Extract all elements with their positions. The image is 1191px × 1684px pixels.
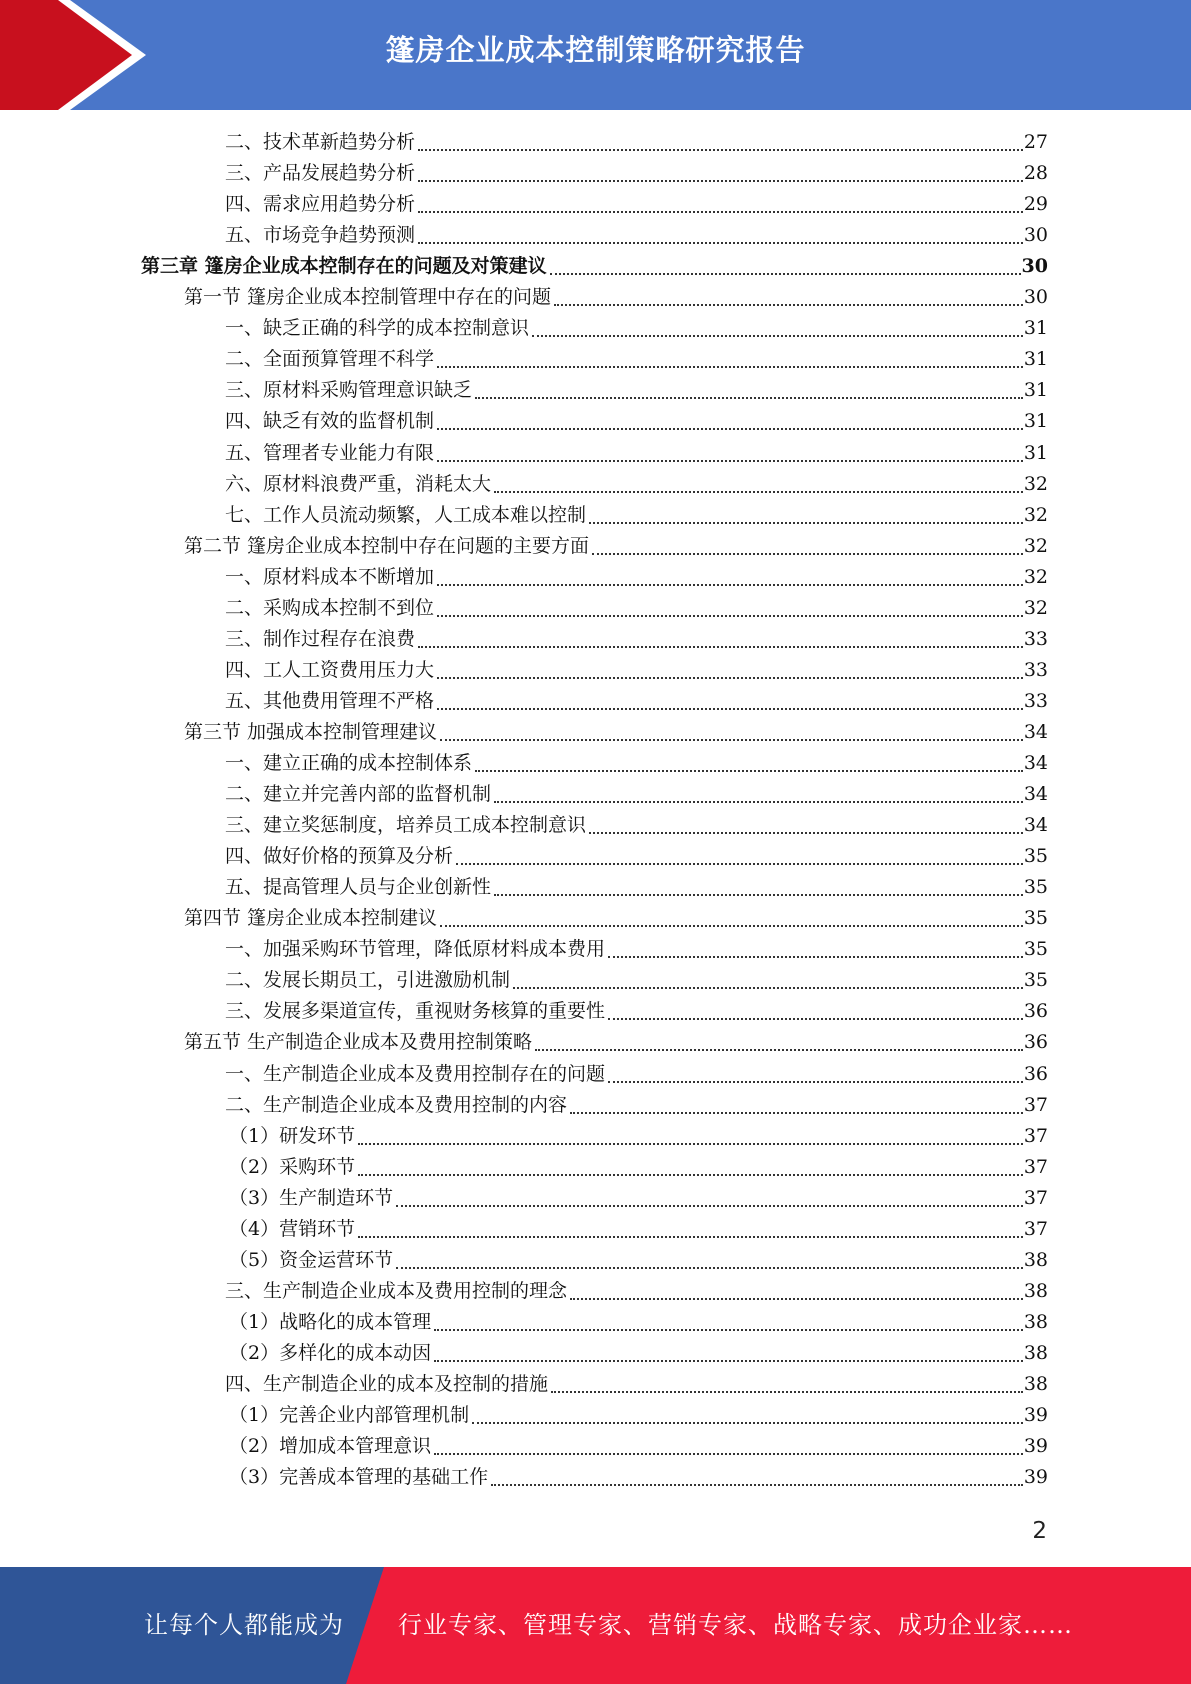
toc-subsection-entry[interactable] bbox=[225, 965, 1048, 996]
toc-entry-page: 35 bbox=[1023, 938, 1048, 961]
toc-dot-leader bbox=[437, 597, 1023, 617]
toc-dot-leader bbox=[592, 535, 1023, 555]
toc-entry-title: （3）完善成本管理的基础工作 bbox=[229, 1466, 489, 1489]
toc-entry-title: 七、工作人员流动频繁，人工成本难以控制 bbox=[225, 503, 587, 526]
toc-dot-leader bbox=[434, 1342, 1023, 1362]
toc-entry-page: 31 bbox=[1023, 348, 1048, 371]
toc-dot-leader bbox=[437, 566, 1023, 586]
toc-dot-leader bbox=[494, 876, 1023, 896]
toc-dot-leader bbox=[491, 1466, 1023, 1486]
toc-dot-leader bbox=[437, 690, 1023, 710]
toc-entry-page: 32 bbox=[1023, 565, 1048, 588]
toc-subsection-entry[interactable] bbox=[225, 127, 1048, 158]
toc-dot-leader bbox=[472, 1404, 1023, 1424]
toc-entry-title: 第三节 加强成本控制管理建议 bbox=[184, 720, 438, 743]
toc-entry-title: （2）多样化的成本动因 bbox=[229, 1341, 432, 1364]
toc-entry-title: 一、原材料成本不断增加 bbox=[225, 565, 435, 588]
toc-entry-page: 30 bbox=[1021, 255, 1048, 278]
toc-entry-page: 35 bbox=[1023, 845, 1048, 868]
toc-subsection-entry[interactable] bbox=[229, 1400, 1048, 1431]
footer-slogan-right: 行业专家、管理专家、营销专家、战略专家、成功企业家…… bbox=[398, 1611, 1073, 1639]
toc-entry-page: 32 bbox=[1023, 534, 1048, 557]
toc-entry-page: 38 bbox=[1023, 1279, 1048, 1302]
toc-dot-leader bbox=[494, 473, 1023, 493]
toc-entry-title: 六、原材料浪费严重，消耗太大 bbox=[225, 472, 492, 495]
toc-subsection-entry[interactable] bbox=[229, 1338, 1048, 1369]
toc-dot-leader bbox=[418, 193, 1023, 213]
toc-section-entry[interactable] bbox=[184, 717, 1048, 748]
toc-entry-page: 31 bbox=[1023, 410, 1048, 433]
toc-entry-title: 五、市场竞争趋势预测 bbox=[225, 224, 416, 247]
toc-entry-title: 三、发展多渠道宣传，重视财务核算的重要性 bbox=[225, 1000, 606, 1023]
toc-entry-title: 第三章 篷房企业成本控制存在的问题及对策建议 bbox=[141, 255, 547, 278]
toc-entry-page: 35 bbox=[1023, 876, 1048, 899]
toc-entry-page: 31 bbox=[1023, 317, 1048, 340]
toc-entry-title: （2）增加成本管理意识 bbox=[229, 1435, 432, 1458]
toc-dot-leader bbox=[418, 224, 1023, 244]
toc-entry-title: 五、提高管理人员与企业创新性 bbox=[225, 876, 492, 899]
toc-dot-leader bbox=[418, 162, 1023, 182]
toc-entry-page: 38 bbox=[1023, 1248, 1048, 1271]
toc-entry-page: 33 bbox=[1023, 658, 1048, 681]
toc-entry-page: 28 bbox=[1023, 162, 1048, 185]
toc-entry-title: 二、生产制造企业成本及费用控制的内容 bbox=[225, 1093, 568, 1116]
footer-slogan-left: 让每个人都能成为 bbox=[144, 1611, 344, 1639]
toc-dot-leader bbox=[418, 628, 1023, 648]
toc-chapter-entry[interactable] bbox=[141, 251, 1048, 282]
toc-entry-title: 五、管理者专业能力有限 bbox=[225, 441, 435, 464]
toc-entry-page: 36 bbox=[1023, 1000, 1048, 1023]
toc-subsection-entry[interactable] bbox=[225, 500, 1048, 531]
toc-dot-leader bbox=[589, 814, 1023, 834]
toc-entry-title: 三、产品发展趋势分析 bbox=[225, 162, 416, 185]
toc-subsection-entry[interactable] bbox=[225, 686, 1048, 717]
toc-subsection-entry[interactable] bbox=[225, 1369, 1048, 1400]
toc-entry-page: 37 bbox=[1023, 1124, 1048, 1147]
toc-dot-leader bbox=[437, 348, 1023, 368]
toc-entry-title: 一、生产制造企业成本及费用控制存在的问题 bbox=[225, 1062, 606, 1085]
toc-dot-leader bbox=[437, 410, 1023, 430]
toc-entry-page: 37 bbox=[1023, 1155, 1048, 1178]
toc-entry-title: （3）生产制造环节 bbox=[229, 1186, 394, 1209]
toc-entry-page: 34 bbox=[1023, 720, 1048, 743]
toc-entry-page: 29 bbox=[1023, 193, 1048, 216]
toc-entry-title: 二、采购成本控制不到位 bbox=[225, 596, 435, 619]
toc-subsection-entry[interactable] bbox=[229, 1183, 1048, 1214]
toc-dot-leader bbox=[358, 1218, 1023, 1238]
toc-entry-page: 30 bbox=[1023, 224, 1048, 247]
toc-subsection-entry[interactable] bbox=[225, 375, 1048, 406]
toc-entry-title: 四、工人工资费用压力大 bbox=[225, 658, 435, 681]
toc-entry-page: 32 bbox=[1023, 503, 1048, 526]
toc-subsection-entry[interactable] bbox=[225, 189, 1048, 220]
toc-entry-title: （1）完善企业内部管理机制 bbox=[229, 1404, 470, 1427]
toc-subsection-entry[interactable] bbox=[225, 655, 1048, 686]
toc-dot-leader bbox=[570, 1094, 1023, 1114]
toc-dot-leader bbox=[358, 1125, 1023, 1145]
toc-subsection-entry[interactable] bbox=[225, 158, 1048, 189]
toc-entry-page: 34 bbox=[1023, 752, 1048, 774]
toc-dot-leader bbox=[475, 379, 1023, 399]
toc-entry-page: 32 bbox=[1023, 472, 1048, 495]
toc-entry-page: 39 bbox=[1023, 1435, 1048, 1458]
toc-subsection-entry[interactable] bbox=[229, 1121, 1048, 1152]
toc-subsection-entry[interactable] bbox=[225, 841, 1048, 872]
toc-dot-leader bbox=[456, 845, 1023, 865]
toc-subsection-entry[interactable] bbox=[225, 406, 1048, 437]
toc-entry-title: 二、技术革新趋势分析 bbox=[225, 131, 416, 153]
toc-entry-title: 四、需求应用趋势分析 bbox=[225, 193, 416, 216]
toc-entry-title: 四、做好价格的预算及分析 bbox=[225, 845, 454, 868]
toc-entry-title: 第五节 生产制造企业成本及费用控制策略 bbox=[184, 1031, 533, 1054]
toc-entry-page: 31 bbox=[1023, 441, 1048, 464]
toc-entry-page: 33 bbox=[1023, 689, 1048, 712]
header-band bbox=[0, 0, 1191, 110]
toc-dot-leader bbox=[396, 1187, 1023, 1207]
toc-entry-title: 三、原材料采购管理意识缺乏 bbox=[225, 379, 473, 402]
toc-subsection-entry[interactable] bbox=[225, 1090, 1048, 1121]
toc-subsection-entry[interactable] bbox=[229, 1245, 1048, 1276]
footer-band bbox=[0, 1567, 1191, 1684]
toc-dot-leader bbox=[434, 1311, 1023, 1331]
toc-entry-title: 第四节 篷房企业成本控制建议 bbox=[184, 907, 438, 930]
page-number: 2 bbox=[1032, 1518, 1047, 1544]
toc-dot-leader bbox=[437, 442, 1023, 462]
toc-dot-leader bbox=[570, 1280, 1023, 1300]
toc-subsection-entry[interactable] bbox=[225, 624, 1048, 655]
toc-dot-leader bbox=[589, 504, 1023, 524]
toc-subsection-entry[interactable] bbox=[225, 313, 1048, 344]
toc-entry-page: 32 bbox=[1023, 596, 1048, 619]
toc-section-entry[interactable] bbox=[184, 1027, 1048, 1058]
toc-entry-page: 34 bbox=[1023, 814, 1048, 837]
toc-entry-title: （4）营销环节 bbox=[229, 1217, 356, 1240]
toc-section-entry[interactable] bbox=[184, 903, 1048, 934]
toc-subsection-entry[interactable] bbox=[225, 996, 1048, 1027]
toc-dot-leader bbox=[550, 255, 1021, 275]
toc-entry-title: 三、制作过程存在浪费 bbox=[225, 627, 416, 650]
toc-dot-leader bbox=[434, 1435, 1023, 1455]
toc-entry-title: 第一节 篷房企业成本控制管理中存在的问题 bbox=[184, 286, 552, 309]
toc-subsection-entry[interactable] bbox=[225, 934, 1048, 965]
toc-entry-title: 四、生产制造企业的成本及控制的措施 bbox=[225, 1373, 549, 1395]
toc-dot-leader bbox=[358, 1156, 1023, 1176]
toc-entry-page: 37 bbox=[1023, 1217, 1048, 1240]
toc-section-entry[interactable] bbox=[184, 282, 1048, 313]
document-title: 篷房企业成本控制策略研究报告 bbox=[385, 33, 806, 67]
toc-dot-leader bbox=[437, 659, 1023, 679]
toc-entry-page: 37 bbox=[1023, 1186, 1048, 1209]
toc-entry-title: （2）采购环节 bbox=[229, 1155, 356, 1178]
toc-dot-leader bbox=[513, 969, 1023, 989]
toc-subsection-entry[interactable] bbox=[229, 1307, 1048, 1338]
toc-entry-page: 34 bbox=[1023, 783, 1048, 806]
toc-entry-page: 38 bbox=[1023, 1310, 1048, 1333]
toc-dot-leader bbox=[418, 131, 1023, 151]
toc-subsection-entry[interactable] bbox=[229, 1431, 1048, 1462]
toc-entry-page: 38 bbox=[1023, 1373, 1048, 1395]
toc-subsection-entry[interactable] bbox=[225, 872, 1048, 903]
toc-subsection-entry[interactable] bbox=[225, 1059, 1048, 1090]
toc-dot-leader bbox=[608, 1063, 1023, 1083]
toc-subsection-entry[interactable] bbox=[225, 344, 1048, 375]
toc-entry-page: 39 bbox=[1023, 1466, 1048, 1489]
toc-entry-title: 一、缺乏正确的科学的成本控制意识 bbox=[225, 317, 530, 340]
toc-entry-title: 一、加强采购环节管理，降低原材料成本费用 bbox=[225, 938, 606, 961]
toc-entry-title: 一、建立正确的成本控制体系 bbox=[225, 752, 473, 774]
toc-subsection-entry[interactable] bbox=[225, 1276, 1048, 1307]
toc-dot-leader bbox=[440, 907, 1023, 927]
toc-entry-page: 31 bbox=[1023, 379, 1048, 402]
toc-entry-title: 四、缺乏有效的监督机制 bbox=[225, 410, 435, 433]
toc-entry-title: 二、建立并完善内部的监督机制 bbox=[225, 783, 492, 806]
toc-subsection-entry[interactable] bbox=[225, 220, 1048, 251]
toc-subsection-entry[interactable] bbox=[229, 1214, 1048, 1245]
toc-subsection-entry[interactable] bbox=[225, 810, 1048, 841]
toc-subsection-entry[interactable] bbox=[225, 438, 1048, 469]
toc-entry-title: 三、建立奖惩制度，培养员工成本控制意识 bbox=[225, 814, 587, 837]
toc-dot-leader bbox=[494, 783, 1023, 803]
toc-entry-page: 27 bbox=[1023, 131, 1048, 153]
toc-subsection-entry[interactable] bbox=[225, 779, 1048, 810]
toc-entry-title: （1）战略化的成本管理 bbox=[229, 1310, 432, 1333]
toc-entry-title: 第二节 篷房企业成本控制中存在问题的主要方面 bbox=[184, 534, 590, 557]
toc-dot-leader bbox=[554, 286, 1023, 306]
toc-entry-page: 37 bbox=[1023, 1093, 1048, 1116]
toc-dot-leader bbox=[396, 1249, 1023, 1269]
toc-subsection-entry[interactable] bbox=[225, 593, 1048, 624]
toc-section-entry[interactable] bbox=[184, 531, 1048, 562]
toc-entry-page: 33 bbox=[1023, 627, 1048, 650]
toc-entry-title: 五、其他费用管理不严格 bbox=[225, 689, 435, 712]
toc-entry-title: 三、生产制造企业成本及费用控制的理念 bbox=[225, 1279, 568, 1302]
toc-entry-page: 38 bbox=[1023, 1341, 1048, 1364]
toc-dot-leader bbox=[532, 317, 1023, 337]
toc-entry-title: （1）研发环节 bbox=[229, 1124, 356, 1147]
toc-dot-leader bbox=[551, 1373, 1023, 1393]
toc-entry-page: 36 bbox=[1023, 1062, 1048, 1085]
toc-entry-title: （5）资金运营环节 bbox=[229, 1248, 394, 1271]
toc-entry-page: 36 bbox=[1023, 1031, 1048, 1054]
toc-subsection-entry[interactable] bbox=[229, 1462, 1048, 1493]
toc-entry-title: 二、发展长期员工，引进激励机制 bbox=[225, 969, 511, 992]
toc-entry-title: 二、全面预算管理不科学 bbox=[225, 348, 435, 371]
toc-entry-page: 30 bbox=[1023, 286, 1048, 309]
toc-dot-leader bbox=[608, 938, 1023, 958]
toc-subsection-entry[interactable] bbox=[225, 469, 1048, 500]
toc-entry-page: 39 bbox=[1023, 1404, 1048, 1427]
toc-dot-leader bbox=[475, 752, 1023, 772]
toc-dot-leader bbox=[535, 1031, 1023, 1051]
toc-dot-leader bbox=[440, 721, 1023, 741]
toc-entry-page: 35 bbox=[1023, 969, 1048, 992]
toc-dot-leader bbox=[608, 1000, 1023, 1020]
toc-subsection-entry[interactable] bbox=[229, 1152, 1048, 1183]
toc-subsection-entry[interactable] bbox=[225, 562, 1048, 593]
toc-subsection-entry[interactable] bbox=[225, 748, 1048, 779]
toc-entry-page: 35 bbox=[1023, 907, 1048, 930]
